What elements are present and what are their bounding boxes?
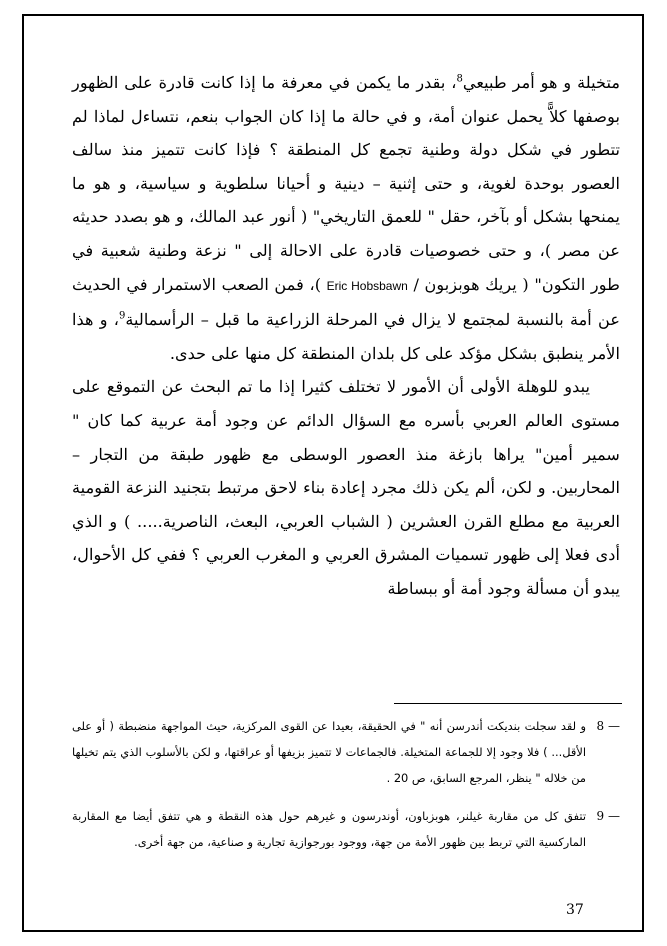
footnote-separator xyxy=(394,703,622,704)
footnote-reference-9[interactable]: 9 xyxy=(118,310,126,322)
footnote-9-mark: 9 — xyxy=(596,809,620,823)
paragraph-1-part-3: )، فمن الصعب الاستمرار في الحديث عن أمة بالنسبة لمجتمع لا يزال في المرحلة الزراعية ما قبل – الرأسمالية xyxy=(72,274,620,330)
paragraph-1 xyxy=(72,66,620,370)
paragraph-1-part-2: ، بقدر ما يكمن في معرفة ما إذا كانت قادرة على الظهور بوصفها كلاًّ يحمل عنوان أمة، و في حالة ما إذا كان الجواب بنعم، نتساءل لماذا لم تتطور في شكل دولة وطنية تجمع كل المنطقة ؟ فإذا كانت تتميز منذ سالف العصور بوحدة لغوية، و حتى إثنية – دينية و أحيانا سلطوية و سياسية، و هو ما يمنحها بشكل أو بآخر، حقل " للعمق التاريخي" ( أنور عبد المالك، و هو بصدد حديثه عن مصر )، و حتى خصوصيات قادرة على الاحالة إلى " نزعة وطنية شعبية في طور التكون" ( يريك هوبزبون / xyxy=(72,73,621,294)
footnote-8-mark: 8 — xyxy=(596,719,620,733)
page-number: 37 xyxy=(566,902,584,918)
latin-name: Eric Hobsbawn xyxy=(326,278,408,293)
footnote-reference-8[interactable]: 8 xyxy=(456,73,463,85)
footnotes xyxy=(72,713,620,855)
footnote-8 xyxy=(72,713,620,791)
paragraph-1-part-1: متخيلة و هو أمر طبيعي xyxy=(462,73,620,92)
main-text xyxy=(72,66,620,606)
footnote-9 xyxy=(72,803,620,855)
footnote-8-text: و لقد سجلت بنديكت أندرسن أنه " في الحقيقة، بعيدا عن القوى المركزية، حيث المواجهة منضبطة ( أو على الأقل... ) فلا وجود إلا للجماعة المتخيلة. فالجماعات لا تتميز بزيفها أو عراقتها، و لكن بالأسلوب الذي يتم تخيلها من خلاله " ينظر، المرجع السابق، ص 20 . xyxy=(72,719,586,785)
paragraph-2: يبدو للوهلة الأولى أن الأمور لا تختلف كثيرا إذا ما تم البحث عن التموقع على مستوى العالم العربي بأسره مع السؤال الدائم عن وجود أمة عربية كما كان " سمير أمين" يراها بازغة منذ العصور الوسطى مع ظهور طبقة من التجار – المحاربين. و لكن، ألم يكن ذلك مجرد إعادة بناء لاحق مرتبط بتجنيد النزعة القومية العربية مع مطلع القرن العشرين ( الشباب العربي، البعث، الناصرية..... ) و الذي أدى فعلا إلى ظهور تسميات المشرق العربي و المغرب العربي ؟ ففي كل الأحوال، يبدو أن مسألة وجود أمة أو ببساطة xyxy=(72,377,620,598)
footnote-9-text: تتفق كل من مقاربة غيلنر، هوبزباون، أوندرسون و غيرهم حول هذه النقطة و هي تتفق أيضا مع المقاربة الماركسية التي تربط بين ظهور الأمة من جهة، ووجود بورجوازية تجارية و صناعية، من جهة أخرى. xyxy=(72,809,586,849)
paragraph-1-part-4: ، و هذا الأمر ينطبق بشكل مؤكد على كل بلدان المنطقة كل منها على حدى. xyxy=(72,310,620,363)
